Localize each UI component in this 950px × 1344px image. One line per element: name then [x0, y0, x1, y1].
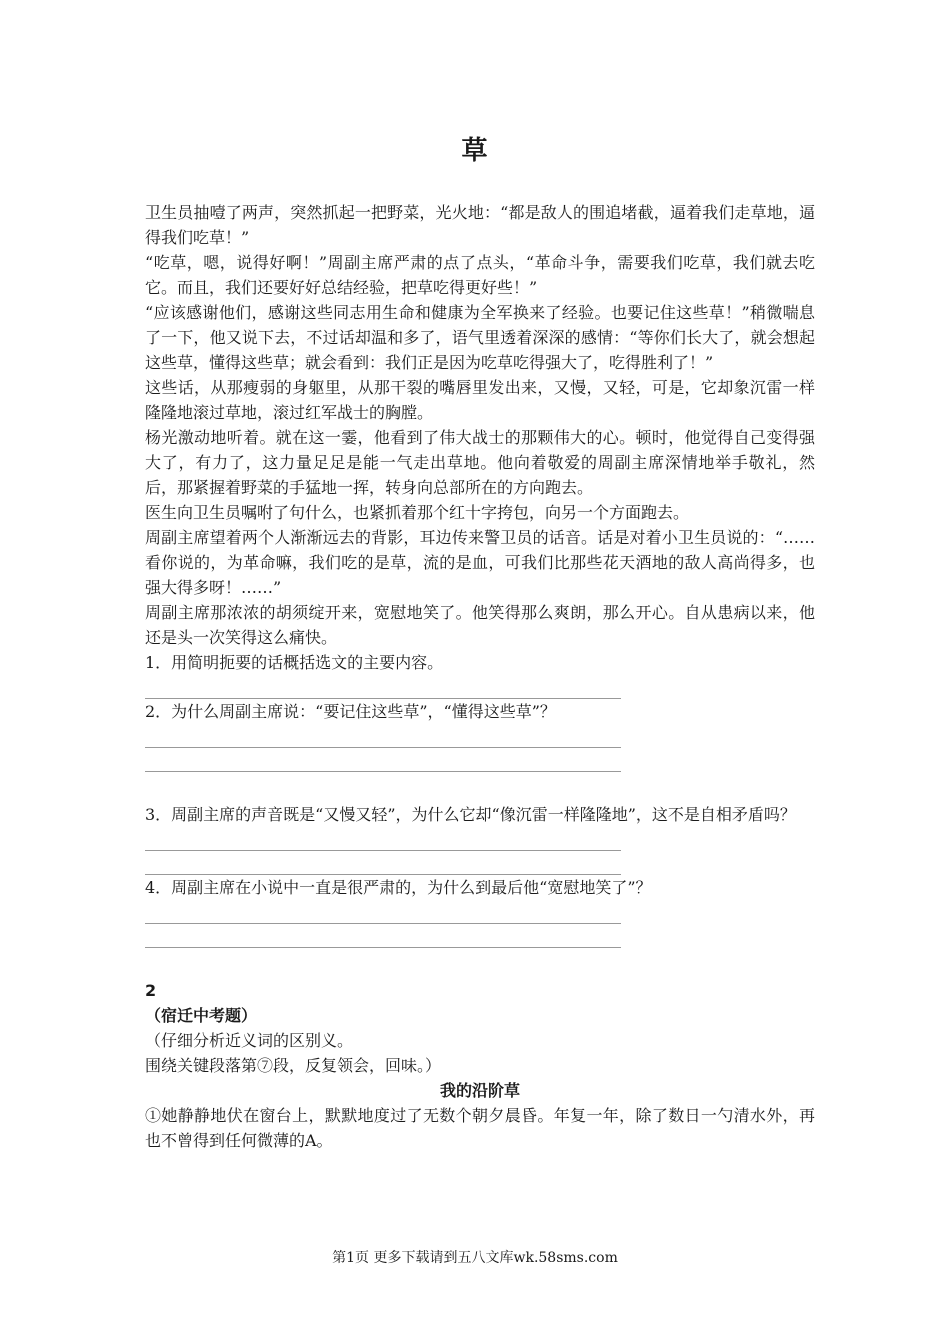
- paragraph: “吃草，嗯，说得好啊！”周副主席严肃的点了点头，“革命斗争，需要我们吃草，我们就去吃它。而且，我们还要好好总结经验，把草吃得更好些！”: [145, 253, 815, 297]
- spacer: [145, 948, 815, 978]
- answer-line[interactable]: [145, 748, 621, 772]
- spacer: [145, 772, 815, 802]
- paragraph: “应该感谢他们，感谢这些同志用生命和健康为全军换来了经验。也要记住这些草！”稍微喘息了一下，他又说下去，不过话却温和多了，语气里透着深深的感情：“等你们长大了，就会想起这些草，懂得这些草；就会看到：我们正是因为吃草吃得强大了，吃得胜利了！”: [145, 303, 815, 372]
- paragraph: 医生向卫生员嘱咐了句什么，也紧抓着那个红十字挎包，向另一个方面跑去。: [145, 503, 690, 522]
- question-1: 1．用简明扼要的话概括选文的主要内容。: [145, 653, 444, 672]
- answer-line[interactable]: [145, 675, 621, 699]
- paragraph: 这些话，从那瘦弱的身躯里，从那干裂的嘴唇里发出来，又慢，又轻，可是，它却象沉雷一样隆隆地滚过草地，滚过红军战士的胸膛。: [145, 378, 815, 422]
- question-4: 4．周副主席在小说中一直是很严肃的，为什么到最后他“宽慰地笑了”？: [145, 878, 652, 897]
- answer-line[interactable]: [145, 827, 621, 851]
- page-footer: 第1页 更多下载请到五八文库wk.58sms.com: [332, 1250, 618, 1266]
- page-title: 草: [461, 136, 489, 166]
- document-body: [145, 200, 815, 1153]
- answer-line[interactable]: [145, 924, 621, 948]
- paragraph: 杨光激动地听着。就在这一霎，他看到了伟大战士的那颗伟大的心。顿时，他觉得自己变得强大了，有力了，这力量足足是能一气走出草地。他向着敬爱的周副主席深情地举手敬礼，然后，那紧握着野菜的手猛地一挥，转身向总部所在的方向跑去。: [145, 428, 815, 497]
- section-number: 2: [145, 981, 157, 1000]
- answer-line[interactable]: [145, 724, 621, 748]
- note-line: 围绕关键段落第⑦段，反复领会，回味。）: [145, 1056, 442, 1075]
- note-line: （仔细分析近义词的区别义。: [145, 1031, 354, 1050]
- paragraph: 周副主席那浓浓的胡须绽开来，宽慰地笑了。他笑得那么爽朗，那么开心。自从患病以来，他还是头一次笑得这么痛快。: [145, 603, 815, 647]
- question-2: 2．为什么周副主席说：“要记住这些草”，“懂得这些草”？: [145, 702, 556, 721]
- paragraph: 周副主席望着两个人渐渐远去的背影，耳边传来警卫员的话音。话是对着小卫生员说的：“……看你说的，为革命嘛，我们吃的是草，流的是血，可我们比那些花天酒地的敌人高尚得多，也强大得多呀！……”: [145, 528, 815, 597]
- question-3: 3．周副主席的声音既是“又慢又轻”，为什么它却“像沉雷一样隆隆地”，这不是自相矛盾吗？: [145, 805, 796, 824]
- answer-line[interactable]: [145, 851, 621, 875]
- source-label: （宿迁中考题）: [145, 1006, 258, 1025]
- paragraph: 卫生员抽噎了两声，突然抓起一把野菜，光火地：“都是敌人的围追堵截，逼着我们走草地，逼得我们吃草！”: [145, 203, 815, 247]
- answer-line[interactable]: [145, 900, 621, 924]
- section-subtitle: 我的沿阶草: [439, 1081, 520, 1100]
- paragraph: ①她静静地伏在窗台上，默默地度过了无数个朝夕晨昏。年复一年，除了数日一勺清水外，再也不曾得到任何微薄的A。: [145, 1106, 815, 1150]
